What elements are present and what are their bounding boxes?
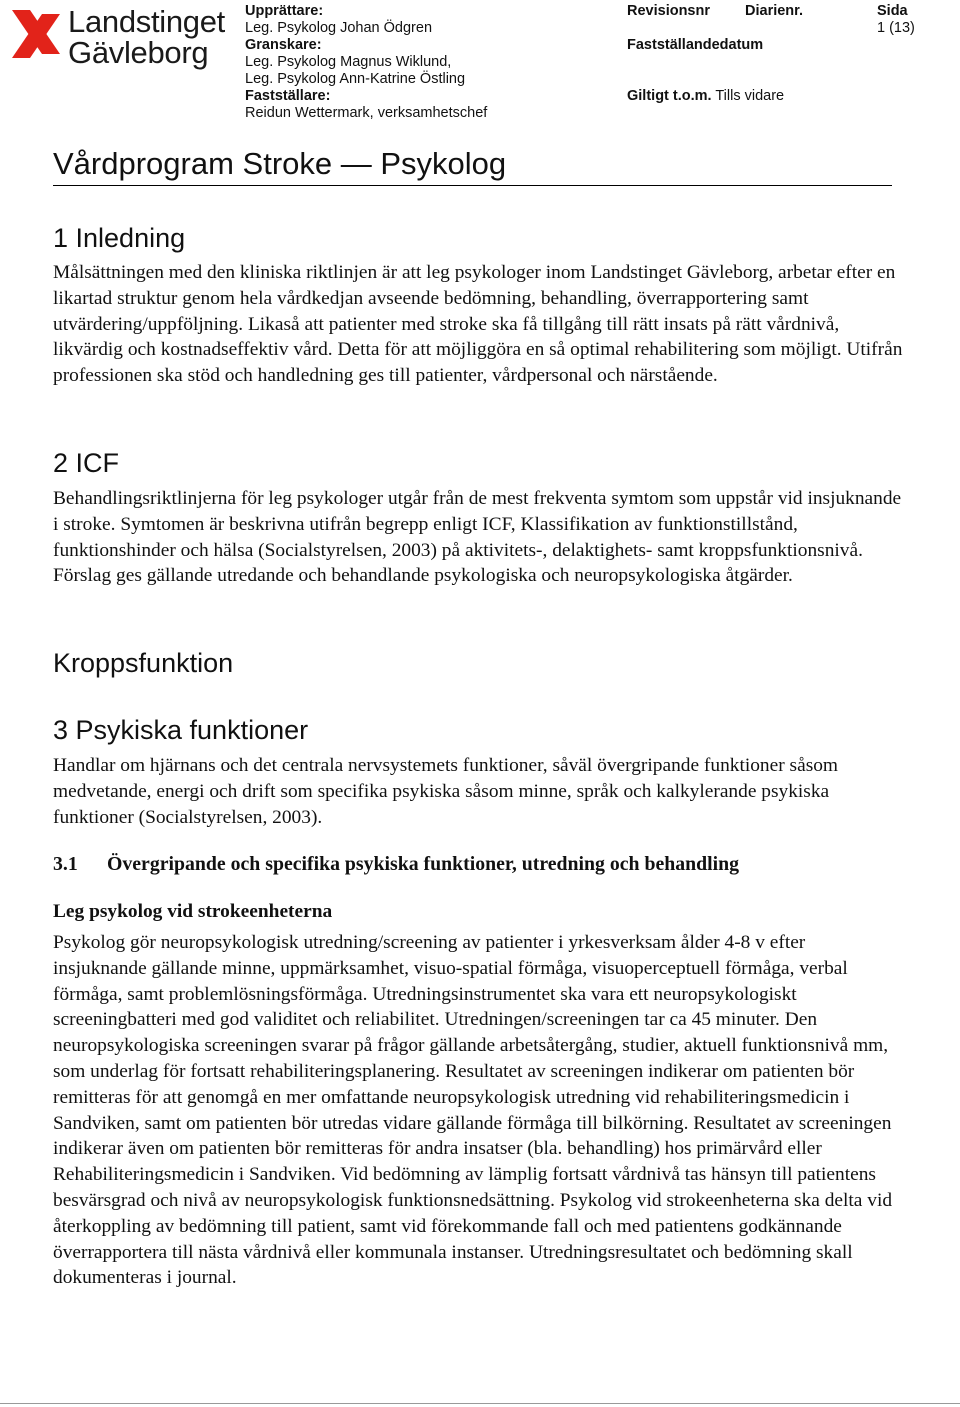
logo-text-line2: Gävleborg [68, 35, 209, 70]
granskare-value-1: Leg. Psykolog Magnus Wiklund, [245, 54, 452, 70]
diarienr-label: Diarienr. [745, 3, 804, 19]
granskare-value-2: Leg. Psykolog Ann-Katrine Östling [245, 71, 466, 87]
giltigt-value: Tills vidare [715, 88, 785, 104]
section-2-text: Behandlingsriktlinjerna för leg psykologer utgår från de mest frekventa symtom som uppstår vid insjuknande i stroke. Symtomen är beskrivna utifrån begrepp enligt ICF, Klassifikation av funktionstillstånd, funktionshinder och hälsa (Socialstyrelsen, 2003) på aktivitets-, delaktighets- samt kroppsfunktionsnivå. Förslag ges gällande utredande och behandlande psykologiska och neuropsykologiska åtgärder. [53, 488, 902, 587]
section-3-heading: 3 Psykiska funktioner [53, 715, 309, 745]
logo-mark-icon [8, 6, 64, 62]
section-3-1-heading: Övergripande och specifika psykiska funktioner, utredning och behandling [107, 853, 740, 875]
section-3-1-number: 3.1 [53, 853, 78, 875]
giltigt-row [627, 88, 784, 105]
document-title: Vårdprogram Stroke — Psykolog [53, 146, 507, 181]
section-3-text: Handlar om hjärnans och det centrala nervsystemets funktioner, såväl övergripande funktioner såsom medvetande, energi och drift som specifika psykiska såsom minne, språk och kalkylerande psykiska funktioner (Socialstyrelsen, 2003). [53, 755, 839, 828]
organization-logo [8, 4, 234, 68]
section-3-1-text: Psykolog gör neuropsykologisk utredning/screening av patienter i yrkesverksam ålder 4-8 v efter insjuknande gällande minne, uppmärksamhet, visuo-spatial förmåga, visuoperceptuell förmåga, verbal förmåga, samt problemlösningsförmåga. Utredningsinstrumentet ska vara ett neuropsykologiskt screeningbatteri med god validitet och reliabilitet. Utredningen/screeningen tar ca 45 minuter. Den neuropsykologiska screeningen svarar på frågor gällande arbetsåtergång, studier, aktuell funktionsnivå mm, som underlag för fortsatt rehabiliteringsplanering. Resultatet av screeningen indikerar om patienten bör remitteras för att genomgå en mer omfattande neuropsykologisk utredning vid rehabiliteringsmedicin i Sandviken, samt om patienten bör utredas vidare gällande förmåga till bilkörning. Resultatet av screeningen indikerar även om patienten bör remitteras för andra insatser (bla. behandling) hos primärvård eller Rehabiliteringsmedicin i Sandviken. Vid bedömning av lämplig fortsatt vårdnivå tas hänsyn till patientens besvärsgrad och nivå av neuropsykologisk funktionsnedsättning. Psykolog vid strokeenheterna ska delta vid återkoppling av bedömning till patient, samt vid förekommande fall och med patientens godkännande överrapportera till nästa vårdnivå eller kommunala instanser. Utredningsresultatet och bedömning skall dokumenteras i journal. [53, 932, 893, 1289]
sida-label: Sida [877, 3, 908, 19]
faststallandedatum-label: Fastställandedatum [627, 37, 764, 53]
page-bottom-divider [0, 1403, 960, 1404]
faststallare-label: Fastställare: [245, 88, 331, 104]
section-3-1-subheading: Leg psykolog vid strokeenheterna [53, 901, 333, 922]
faststallare-value: Reidun Wettermark, verksamhetschef [245, 105, 488, 121]
section-1-text: Målsättningen med den kliniska riktlinjen är att leg psykologer inom Landstinget Gävleborg, arbetar efter en likartad struktur genom hela vårdkedjan avseende bedömning, behandling, överrapportering samt utvärdering/uppföljning. Likaså att patienter med stroke ska få tillgång till rätt insats på rätt vårdnivå, likvärdig och kostnadseffektiv vård. Detta för att möjliggöra en så optimal rehabilitering som möjligt. Utifrån professionen ska stöd och handledning ges till patienter, vårdpersonal och närstående. [53, 262, 903, 387]
section-2-heading: 2 ICF [53, 448, 120, 478]
upprattare-label: Upprättare: [245, 3, 324, 19]
granskare-label: Granskare: [245, 37, 322, 53]
title-divider [53, 185, 892, 186]
revisionsnr-label: Revisionsnr [627, 3, 710, 19]
section-1-heading: 1 Inledning [53, 223, 186, 253]
logo-text-line1: Landstinget [68, 4, 225, 39]
kroppsfunktion-heading: Kroppsfunktion [53, 648, 234, 678]
giltigt-label: Giltigt t.o.m. [627, 88, 712, 104]
sida-value: 1 (13) [877, 20, 915, 36]
upprattare-value: Leg. Psykolog Johan Ödgren [245, 20, 433, 36]
